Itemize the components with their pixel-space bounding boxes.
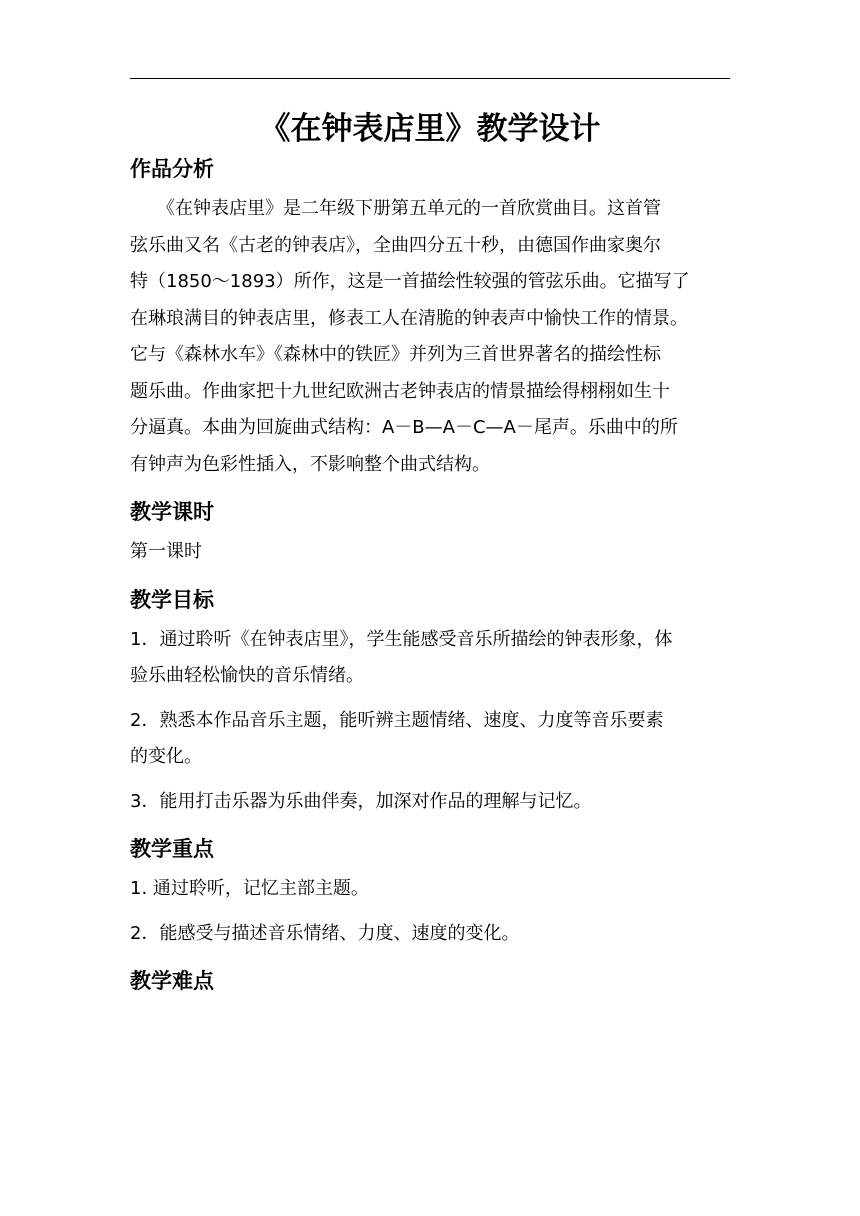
goal-line: 3．能用打击乐器为乐曲伴奏，加深对作品的理解与记忆。 xyxy=(130,790,592,812)
section-heading-analysis: 作品分析 xyxy=(130,157,214,181)
goal-item xyxy=(130,622,730,695)
goal-item xyxy=(130,784,730,821)
paragraph-line: 题乐曲。作曲家把十九世纪欧洲古老钟表店的情景描绘得栩栩如生十 xyxy=(130,380,670,402)
paragraph-line: 在琳琅满目的钟表店里，修表工人在清脆的钟表声中愉快工作的情景。 xyxy=(130,307,688,329)
paragraph-line: 特（1850～1893）所作，这是一首描绘性较强的管弦乐曲。它描写了 xyxy=(130,271,690,292)
goal-line: 2．熟悉本作品音乐主题，能听辨主题情绪、速度、力度等音乐要素 xyxy=(130,709,664,731)
document-title: 《在钟表店里》教学设计 xyxy=(259,111,601,147)
section-key-points xyxy=(130,835,730,952)
paragraph-line: 弦乐曲又名《古老的钟表店》，全曲四分五十秒，由德国作曲家奥尔 xyxy=(130,234,661,256)
section-heading-goals: 教学目标 xyxy=(130,587,214,612)
key-point-item: 1. 通过聆听，记忆主部主题。 xyxy=(130,878,369,899)
paragraph-line: 分逼真。本曲为回旋曲式结构：A－B—A－C—A－尾声。乐曲中的所 xyxy=(130,417,678,438)
key-point-item: 2．能感受与描述音乐情绪、力度、速度的变化。 xyxy=(130,922,520,944)
section-difficulties xyxy=(130,967,730,995)
paragraph-line: 《在钟表店里》是二年级下册第五单元的一首欣赏曲目。这首管 xyxy=(130,198,661,219)
section-hours xyxy=(130,498,730,571)
header-rule xyxy=(130,78,730,79)
goal-item xyxy=(130,703,730,776)
paragraph-line: 它与《森林水车》《森林中的铁匠》并列为三首世界著名的描绘性标 xyxy=(130,344,661,365)
section-heading-key-points: 教学重点 xyxy=(130,837,214,861)
goal-line: 验乐曲轻松愉快的音乐情绪。 xyxy=(130,665,364,686)
document-body xyxy=(130,155,730,995)
section-heading-difficulties: 教学难点 xyxy=(130,969,214,993)
paragraph-line: 有钟声为色彩性插入，不影响整个曲式结构。 xyxy=(130,453,490,475)
goal-line: 1．通过聆听《在钟表店里》，学生能感受音乐所描绘的钟表形象，体 xyxy=(130,628,673,650)
section-heading-hours: 教学课时 xyxy=(130,500,214,524)
goal-line: 的变化。 xyxy=(130,746,202,767)
section-goals xyxy=(130,586,730,821)
hours-value: 第一课时 xyxy=(130,541,202,562)
section-analysis xyxy=(130,155,730,483)
